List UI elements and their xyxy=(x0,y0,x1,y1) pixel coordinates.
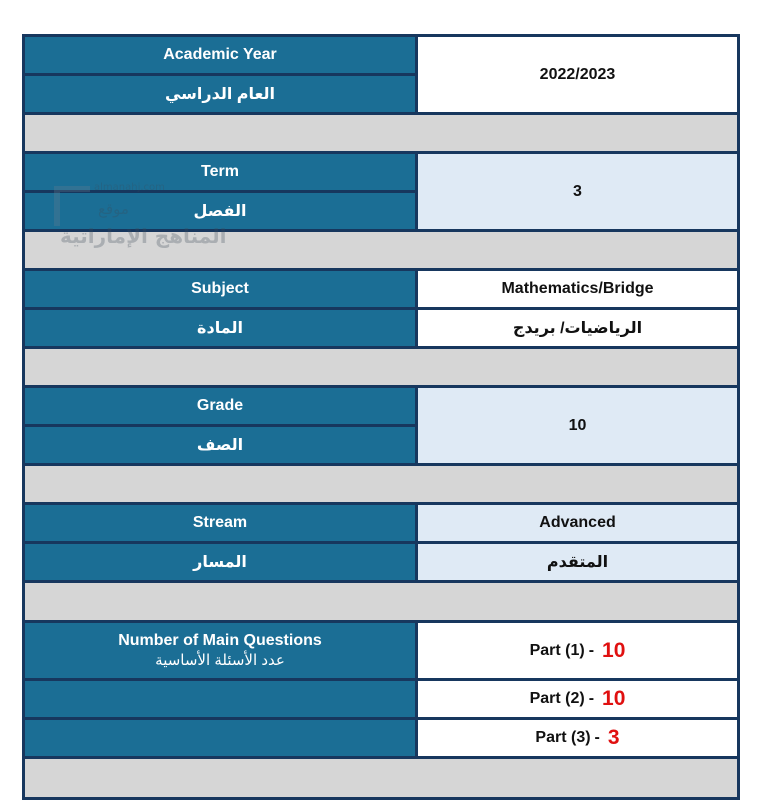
separator-row xyxy=(25,349,737,385)
separator-row xyxy=(25,115,737,151)
academic-year-value-text: 2022/2023 xyxy=(539,65,616,83)
stream-label-en-text: Stream xyxy=(192,514,248,531)
stream-label-ar-text: المسار xyxy=(193,554,247,571)
academic-year-value xyxy=(418,37,737,112)
subject-label-ar xyxy=(25,310,415,346)
term-value xyxy=(418,154,737,229)
part-1-dash: - xyxy=(588,641,595,659)
main-questions-empty-label xyxy=(25,681,415,717)
part-1-label: Part (1) xyxy=(529,641,585,659)
main-questions-label-en: Number of Main Questions xyxy=(118,631,322,649)
subject-label-en-text: Subject xyxy=(191,280,249,297)
separator-row xyxy=(25,759,737,797)
stream-value-ar-text: المتقدم xyxy=(546,554,609,571)
grade-label-en xyxy=(25,388,415,424)
grade-label-ar xyxy=(25,427,415,463)
subject-value-en xyxy=(418,271,737,307)
subject-value-ar xyxy=(418,310,737,346)
grade-value-text: 10 xyxy=(568,416,587,434)
academic-year-label-ar xyxy=(25,76,415,112)
part-3-label: Part (3) xyxy=(535,729,591,746)
part-3-dash: - xyxy=(594,729,600,746)
main-questions-label xyxy=(25,623,415,678)
separator-row xyxy=(25,583,737,620)
part-3-value xyxy=(418,720,737,756)
grade-label-en-text: Grade xyxy=(196,397,244,414)
academic-year-label-ar-text: العام الدراسي xyxy=(164,86,276,103)
term-label-ar-text: الفصل xyxy=(193,203,247,220)
grade-label-ar-text: الصف xyxy=(196,437,244,454)
part-2-dash: - xyxy=(588,690,595,707)
academic-year-label-en xyxy=(25,37,415,73)
grade-value xyxy=(418,388,737,463)
subject-value-ar-text: الرياضيات/ بريدج xyxy=(512,320,643,337)
stream-value-en-text: Advanced xyxy=(539,514,616,531)
main-questions-label-ar: عدد الأسئلة الأساسية xyxy=(155,651,285,669)
exam-info-table xyxy=(22,34,740,800)
term-label-en-text: Term xyxy=(201,163,239,180)
subject-value-en-text: Mathematics/Bridge xyxy=(501,280,654,297)
stream-label-en xyxy=(25,505,415,541)
part-3-count: 3 xyxy=(607,726,620,749)
stream-value-en xyxy=(418,505,737,541)
subject-label-ar-text: المادة xyxy=(197,320,243,337)
part-1-count: 10 xyxy=(602,638,626,662)
part-2-label: Part (2) xyxy=(529,690,585,707)
main-questions-empty-label xyxy=(25,720,415,756)
subject-label-en xyxy=(25,271,415,307)
term-value-text: 3 xyxy=(573,182,582,200)
part-2-count: 10 xyxy=(602,687,626,710)
watermark-mark-icon xyxy=(54,186,90,226)
part-2-value xyxy=(418,681,737,717)
separator-row xyxy=(25,466,737,502)
stream-label-ar xyxy=(25,544,415,580)
part-1-value xyxy=(418,623,737,678)
academic-year-label-en-text: Academic Year xyxy=(163,46,277,63)
stream-value-ar xyxy=(418,544,737,580)
watermark-site-label: almanahj.com xyxy=(94,182,165,193)
watermark-line-2: المناهج الإماراتية xyxy=(60,224,227,248)
watermark-line-1: موقع xyxy=(98,200,129,218)
